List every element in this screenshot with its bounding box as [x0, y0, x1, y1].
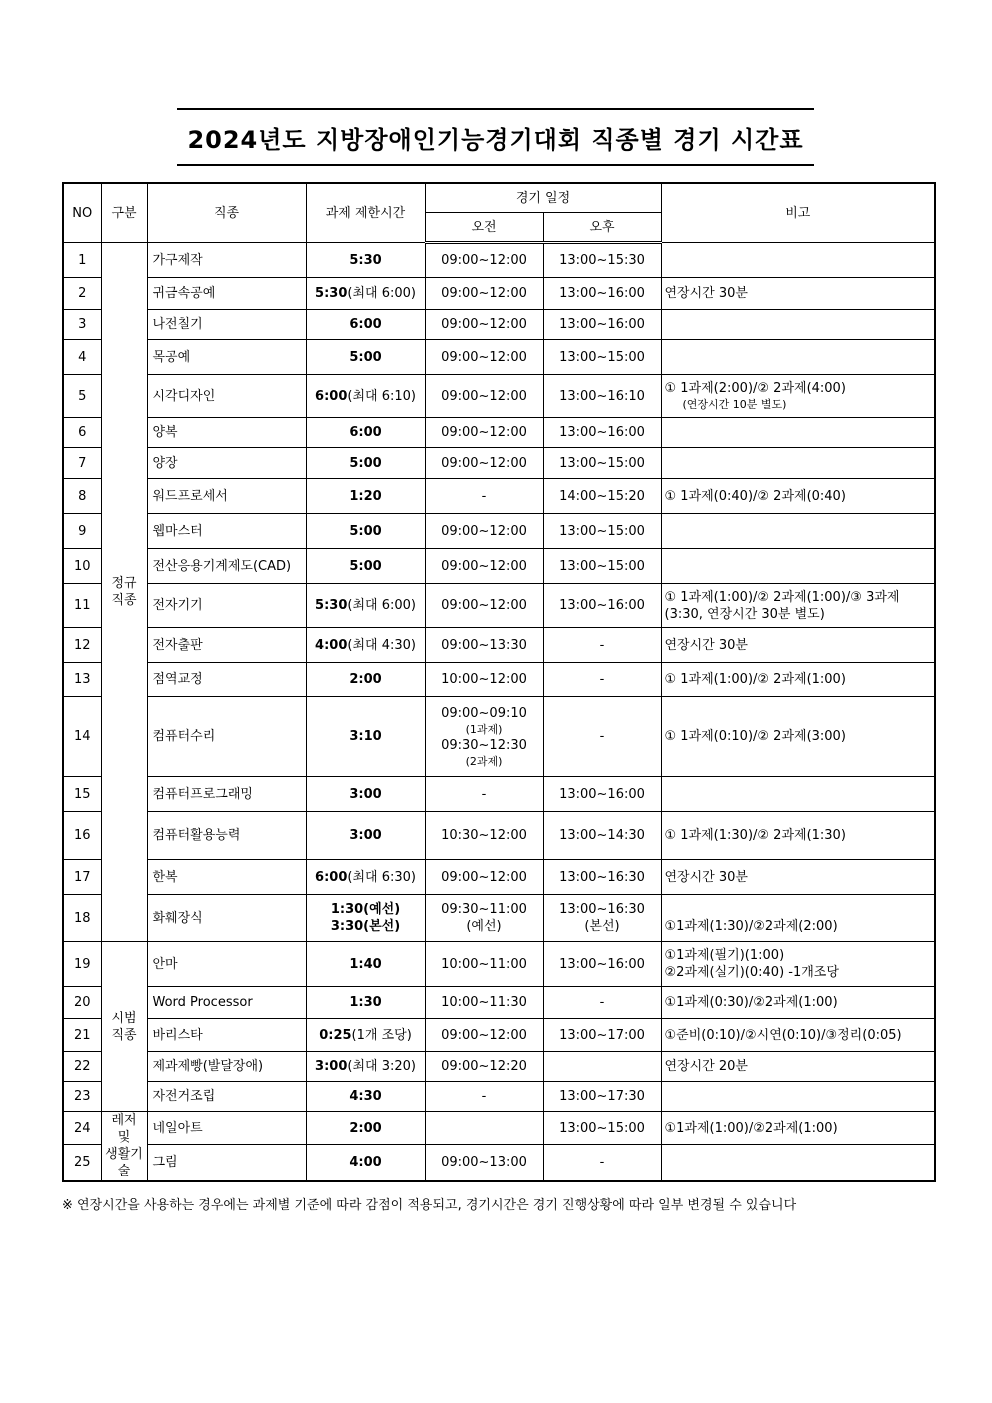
time-limit-extra: (최대 3:20)	[347, 1059, 416, 1074]
am-time-line: 09:00~12:00	[441, 317, 527, 332]
row-no: 20	[63, 987, 101, 1019]
table-row	[63, 1052, 935, 1082]
time-limit	[306, 812, 425, 860]
time-limit-main: 1:30	[349, 995, 382, 1010]
row-no: 1	[63, 243, 101, 278]
time-limit	[306, 1112, 425, 1145]
remark	[661, 1019, 935, 1052]
table-row	[63, 663, 935, 697]
am-time	[425, 549, 543, 584]
row-no: 22	[63, 1052, 101, 1082]
pm-time	[543, 895, 661, 942]
footnote: ※ 연장시간을 사용하는 경우에는 과제별 기준에 따라 감점이 적용되고, 경기시간은 경기 진행상황에 따라 일부 변경될 수 있습니다	[62, 1198, 797, 1213]
time-limit-extra: (최대 6:30)	[347, 869, 416, 885]
pm-time	[543, 375, 661, 418]
time-limit-extra: (최대 6:00)	[347, 286, 416, 301]
time-limit-main: 5:00	[349, 523, 382, 539]
time-limit	[306, 243, 425, 278]
time-limit	[306, 448, 425, 479]
table-row	[63, 942, 935, 987]
trade-name: 그림	[147, 1145, 306, 1181]
row-no: 18	[63, 895, 101, 942]
time-limit	[306, 942, 425, 987]
trade-name: 나전칠기	[147, 310, 306, 340]
trade-name: 한복	[147, 860, 306, 895]
trade-name: Word Processor	[147, 987, 306, 1019]
pm-time	[543, 310, 661, 340]
am-time	[425, 895, 543, 942]
header-trade: 직종	[147, 183, 306, 243]
header-schedule: 경기 일정	[425, 183, 661, 213]
remark	[661, 663, 935, 697]
am-time	[425, 860, 543, 895]
time-limit-main: 6:00	[315, 388, 348, 404]
am-time-line: 09:00~12:00	[441, 1027, 527, 1043]
pm-time-line: -	[599, 637, 605, 653]
time-limit	[306, 697, 425, 777]
category-regular-label: 정규 직종	[111, 576, 137, 608]
pm-time	[543, 1052, 661, 1082]
remark-line: ①1과제(1:00)/②2과제(1:00)	[664, 1120, 838, 1136]
pm-time	[543, 777, 661, 812]
pm-time-line: -	[599, 672, 605, 687]
remark	[661, 584, 935, 628]
am-time	[425, 942, 543, 987]
category-leisure	[101, 1112, 147, 1182]
am-time-line: 10:00~11:00	[441, 956, 527, 972]
row-no: 6	[63, 418, 101, 448]
pm-time-line: 13:00~15:00	[559, 455, 645, 471]
remark	[661, 1052, 935, 1082]
remark	[661, 860, 935, 895]
remark-line: ① 1과제(1:00)/② 2과제(1:00)/③ 3과제(3:30, 연장시간 30분 별도)	[664, 589, 900, 622]
category-pilot	[101, 942, 147, 1112]
remark-line: ②2과제(실기)(0:40) -1개조당	[664, 965, 839, 980]
am-time	[425, 278, 543, 310]
remark	[661, 278, 935, 310]
header-pm: 오후	[543, 213, 661, 243]
time-limit	[306, 987, 425, 1019]
am-time	[425, 663, 543, 697]
remark-line: ①준비(0:10)/②시연(0:10)/③정리(0:05)	[664, 1027, 902, 1043]
table-row	[63, 448, 935, 479]
am-time	[425, 1052, 543, 1082]
am-time-line: 09:00~12:00	[441, 286, 527, 301]
pm-time-line: 13:00~16:00	[559, 956, 645, 972]
time-limit-main: 3:10	[349, 729, 382, 744]
am-time-line: 09:00~12:00	[441, 253, 527, 268]
remark-line: (연장시간 10분 별도)	[682, 398, 787, 411]
row-no: 9	[63, 514, 101, 549]
remark	[661, 375, 935, 418]
am-time-line: 09:00~12:00	[441, 598, 527, 613]
pm-time	[543, 663, 661, 697]
time-limit-main: 6:00	[349, 425, 382, 440]
remark-line: ① 1과제(1:30)/② 2과제(1:30)	[664, 828, 846, 843]
pm-time-line: (본선)	[584, 919, 620, 934]
time-limit	[306, 584, 425, 628]
time-limit	[306, 340, 425, 375]
trade-name: 목공예	[147, 340, 306, 375]
pm-time-line: 13:00~15:00	[559, 349, 645, 365]
pm-time	[543, 987, 661, 1019]
table-row	[63, 987, 935, 1019]
pm-time	[543, 697, 661, 777]
pm-time	[543, 1112, 661, 1145]
am-time	[425, 375, 543, 418]
time-limit-main: 3:00	[349, 828, 382, 843]
pm-time	[543, 278, 661, 310]
am-time	[425, 243, 543, 278]
time-limit-extra: (1개 조당)	[351, 1027, 412, 1043]
time-limit-main: 5:00	[349, 455, 382, 471]
am-time	[425, 1082, 543, 1112]
table-row	[63, 1145, 935, 1181]
trade-name: 자전거조립	[147, 1082, 306, 1112]
pm-time-line: 13:00~15:00	[559, 523, 645, 539]
time-limit-main: 1:40	[349, 956, 382, 972]
remark-line: ① 1과제(0:10)/② 2과제(3:00)	[664, 729, 846, 744]
am-time-line: 10:00~12:00	[441, 672, 527, 687]
am-time	[425, 987, 543, 1019]
schedule-table	[62, 182, 936, 1182]
pm-time	[543, 1082, 661, 1112]
am-time-line: 09:00~12:00	[441, 425, 527, 440]
time-limit-line: 1:30(예선)	[330, 902, 401, 917]
pm-time-line: 14:00~15:20	[559, 488, 645, 504]
table-row	[63, 340, 935, 375]
table-row	[63, 628, 935, 663]
row-no: 2	[63, 278, 101, 310]
pm-time-line: 13:00~16:00	[559, 425, 645, 440]
pm-time	[543, 812, 661, 860]
time-limit	[306, 479, 425, 514]
am-time	[425, 310, 543, 340]
am-time-line: 09:00~12:00	[441, 349, 527, 365]
am-time	[425, 1145, 543, 1181]
pm-time-line: 13:00~16:00	[559, 317, 645, 332]
row-no: 24	[63, 1112, 101, 1145]
table-row	[63, 1082, 935, 1112]
time-limit-main: 1:20	[349, 488, 382, 504]
am-time	[425, 1019, 543, 1052]
remark	[661, 697, 935, 777]
am-time-line: 09:30~12:30	[441, 737, 527, 753]
remark	[661, 777, 935, 812]
time-limit	[306, 1082, 425, 1112]
time-limit-main: 4:30	[349, 1089, 382, 1104]
remark	[661, 310, 935, 340]
pm-time-line: 13:00~14:30	[559, 828, 645, 843]
row-no: 16	[63, 812, 101, 860]
category-leisure-label: 레저 및 생활기술	[105, 1113, 143, 1179]
time-limit	[306, 310, 425, 340]
trade-name: 컴퓨터프로그래밍	[147, 777, 306, 812]
row-no: 13	[63, 663, 101, 697]
remark-line: ①1과제(0:30)/②2과제(1:00)	[664, 995, 838, 1010]
remark	[661, 942, 935, 987]
remark	[661, 418, 935, 448]
am-time-line: 09:00~12:20	[441, 1059, 527, 1074]
pm-time	[543, 1019, 661, 1052]
pm-time-line: 13:00~17:30	[559, 1089, 645, 1104]
trade-name: 화훼장식	[147, 895, 306, 942]
time-limit	[306, 514, 425, 549]
remark	[661, 514, 935, 549]
am-time-line: 09:00~12:00	[441, 388, 527, 404]
am-time	[425, 418, 543, 448]
row-no: 12	[63, 628, 101, 663]
trade-name: 시각디자인	[147, 375, 306, 418]
am-time-line: (예선)	[466, 919, 502, 934]
pm-time	[543, 340, 661, 375]
time-limit	[306, 1052, 425, 1082]
pm-time	[543, 942, 661, 987]
time-limit-extra: (최대 4:30)	[347, 637, 416, 653]
am-time	[425, 479, 543, 514]
pm-time	[543, 514, 661, 549]
table-row	[63, 310, 935, 340]
am-time-line: 09:30~11:00	[441, 902, 527, 917]
row-no: 4	[63, 340, 101, 375]
table-row	[63, 860, 935, 895]
am-time-line: -	[481, 488, 487, 504]
time-limit	[306, 628, 425, 663]
remark-line: 연장시간 30분	[664, 637, 748, 653]
time-limit	[306, 375, 425, 418]
pm-time-line: 13:00~16:30	[559, 869, 645, 885]
trade-name: 네일아트	[147, 1112, 306, 1145]
am-time	[425, 584, 543, 628]
time-limit-line: 3:30(본선)	[330, 919, 401, 934]
trade-name: 전산응용기계제도(CAD)	[147, 549, 306, 584]
time-limit	[306, 777, 425, 812]
am-time	[425, 628, 543, 663]
row-no: 17	[63, 860, 101, 895]
category-pilot-label: 시범 직종	[111, 1010, 137, 1043]
trade-name: 가구제작	[147, 243, 306, 278]
am-time	[425, 812, 543, 860]
remark	[661, 895, 935, 942]
row-no: 19	[63, 942, 101, 987]
remark-line: 연장시간 20분	[664, 1059, 748, 1074]
row-no: 10	[63, 549, 101, 584]
trade-name: 전자출판	[147, 628, 306, 663]
row-no: 14	[63, 697, 101, 777]
category-regular	[101, 243, 147, 942]
am-time	[425, 448, 543, 479]
table-row	[63, 697, 935, 777]
time-limit-main: 2:00	[349, 672, 382, 687]
pm-time-line: 13:00~16:00	[559, 786, 645, 802]
trade-name: 양장	[147, 448, 306, 479]
remark	[661, 987, 935, 1019]
am-time-line: 10:00~11:30	[441, 995, 527, 1010]
am-time	[425, 1112, 543, 1145]
am-time	[425, 514, 543, 549]
time-limit-main: 6:00	[315, 869, 348, 885]
pm-time-line: 13:00~16:00	[559, 286, 645, 301]
time-limit-extra: (최대 6:10)	[347, 388, 416, 404]
pm-time	[543, 549, 661, 584]
trade-name: 안마	[147, 942, 306, 987]
table-row	[63, 278, 935, 310]
pm-time	[543, 479, 661, 514]
table-row	[63, 375, 935, 418]
am-time-line: 09:00~09:10	[441, 705, 527, 721]
remark	[661, 340, 935, 375]
time-limit-main: 5:00	[349, 558, 382, 574]
time-limit-main: 3:00	[349, 786, 382, 802]
am-time-line: 09:00~12:00	[441, 523, 527, 539]
am-task-note: (1과제)	[465, 722, 503, 736]
row-no: 25	[63, 1145, 101, 1181]
header-remarks: 비고	[661, 183, 935, 243]
trade-name: 전자기기	[147, 584, 306, 628]
header-no: NO	[63, 183, 101, 243]
time-limit-main: 3:00	[315, 1059, 348, 1074]
am-time-line: 09:00~12:00	[441, 558, 527, 574]
time-limit-main: 5:30	[315, 598, 348, 613]
remark	[661, 1112, 935, 1145]
pm-time-line: -	[599, 995, 605, 1010]
pm-time-line: 13:00~15:00	[559, 558, 645, 574]
trade-name: 웹마스터	[147, 514, 306, 549]
table-row	[63, 549, 935, 584]
table-row	[63, 1112, 935, 1145]
remark	[661, 479, 935, 514]
remark-line: 연장시간 30분	[664, 286, 748, 301]
table-row	[63, 895, 935, 942]
pm-time	[543, 243, 661, 278]
header-time-limit: 과제 제한시간	[306, 183, 425, 243]
remark-line: ① 1과제(2:00)/② 2과제(4:00)	[664, 381, 846, 396]
header-am: 오전	[425, 213, 543, 243]
remark	[661, 628, 935, 663]
row-no: 23	[63, 1082, 101, 1112]
am-time	[425, 340, 543, 375]
time-limit-main: 6:00	[349, 317, 382, 332]
row-no: 15	[63, 777, 101, 812]
row-no: 3	[63, 310, 101, 340]
row-no: 21	[63, 1019, 101, 1052]
table-row	[63, 1019, 935, 1052]
time-limit-extra: (최대 6:00)	[347, 598, 416, 613]
time-limit	[306, 663, 425, 697]
pm-time	[543, 1145, 661, 1181]
am-time-line: -	[481, 1089, 487, 1104]
row-no: 8	[63, 479, 101, 514]
time-limit	[306, 1019, 425, 1052]
time-limit	[306, 895, 425, 942]
remark-line: 연장시간 30분	[664, 869, 748, 885]
pm-time	[543, 418, 661, 448]
trade-name: 제과제빵(발달장애)	[147, 1052, 306, 1082]
time-limit	[306, 860, 425, 895]
remark	[661, 549, 935, 584]
remark	[661, 812, 935, 860]
table-row	[63, 584, 935, 628]
pm-time-line: -	[599, 1155, 605, 1171]
pm-time-line: 13:00~17:00	[559, 1027, 645, 1043]
trade-name: 바리스타	[147, 1019, 306, 1052]
table-row	[63, 418, 935, 448]
am-time-line: 09:00~13:00	[441, 1155, 527, 1171]
pm-time	[543, 448, 661, 479]
table-row	[63, 243, 935, 278]
pm-time-line: 13:00~15:00	[559, 1120, 645, 1136]
time-limit-main: 2:00	[349, 1120, 382, 1136]
time-limit	[306, 549, 425, 584]
remark-line: ①1과제(필기)(1:00)	[664, 948, 785, 963]
am-time-line: 09:00~12:00	[441, 869, 527, 885]
remark	[661, 1082, 935, 1112]
pm-time-line: 13:00~16:30	[559, 902, 645, 917]
pm-time	[543, 860, 661, 895]
time-limit-main: 0:25	[319, 1027, 352, 1043]
remark	[661, 243, 935, 278]
am-time	[425, 697, 543, 777]
time-limit-main: 4:00	[349, 1155, 382, 1171]
title-box	[177, 108, 814, 166]
am-time	[425, 777, 543, 812]
time-limit-main: 5:00	[349, 349, 382, 365]
trade-name: 귀금속공예	[147, 278, 306, 310]
am-time-line: 09:00~13:30	[441, 637, 527, 653]
remark	[661, 448, 935, 479]
table-row	[63, 777, 935, 812]
pm-time	[543, 628, 661, 663]
time-limit	[306, 418, 425, 448]
trade-name: 워드프로세서	[147, 479, 306, 514]
row-no: 11	[63, 584, 101, 628]
trade-name: 점역교정	[147, 663, 306, 697]
time-limit	[306, 1145, 425, 1181]
row-no: 7	[63, 448, 101, 479]
am-time-line: -	[481, 786, 487, 802]
row-no: 5	[63, 375, 101, 418]
trade-name: 컴퓨터활용능력	[147, 812, 306, 860]
table-row	[63, 479, 935, 514]
time-limit-main: 4:00	[315, 637, 348, 653]
pm-time-line: 13:00~16:00	[559, 598, 645, 613]
pm-time-line: -	[599, 729, 605, 744]
page-title: 2024년도 지방장애인기능경기대회 직종별 경기 시간표	[187, 125, 804, 154]
am-time-line: 09:00~12:00	[441, 455, 527, 471]
remark	[661, 1145, 935, 1181]
trade-name: 양복	[147, 418, 306, 448]
time-limit-main: 5:30	[315, 286, 348, 301]
pm-time	[543, 584, 661, 628]
time-limit	[306, 278, 425, 310]
pm-time-line: 13:00~16:10	[559, 388, 645, 404]
pm-time-line: 13:00~15:30	[559, 253, 645, 268]
remark-line: ①1과제(1:30)/②2과제(2:00)	[664, 919, 838, 934]
trade-name: 컴퓨터수리	[147, 697, 306, 777]
am-task-note: (2과제)	[465, 754, 503, 768]
remark-line: ① 1과제(1:00)/② 2과제(1:00)	[664, 672, 846, 687]
table-row	[63, 812, 935, 860]
header-category: 구분	[101, 183, 147, 243]
am-time-line: 10:30~12:00	[441, 828, 527, 843]
time-limit-main: 5:30	[349, 252, 382, 268]
remark-line: ① 1과제(0:40)/② 2과제(0:40)	[664, 488, 846, 504]
table-row	[63, 514, 935, 549]
